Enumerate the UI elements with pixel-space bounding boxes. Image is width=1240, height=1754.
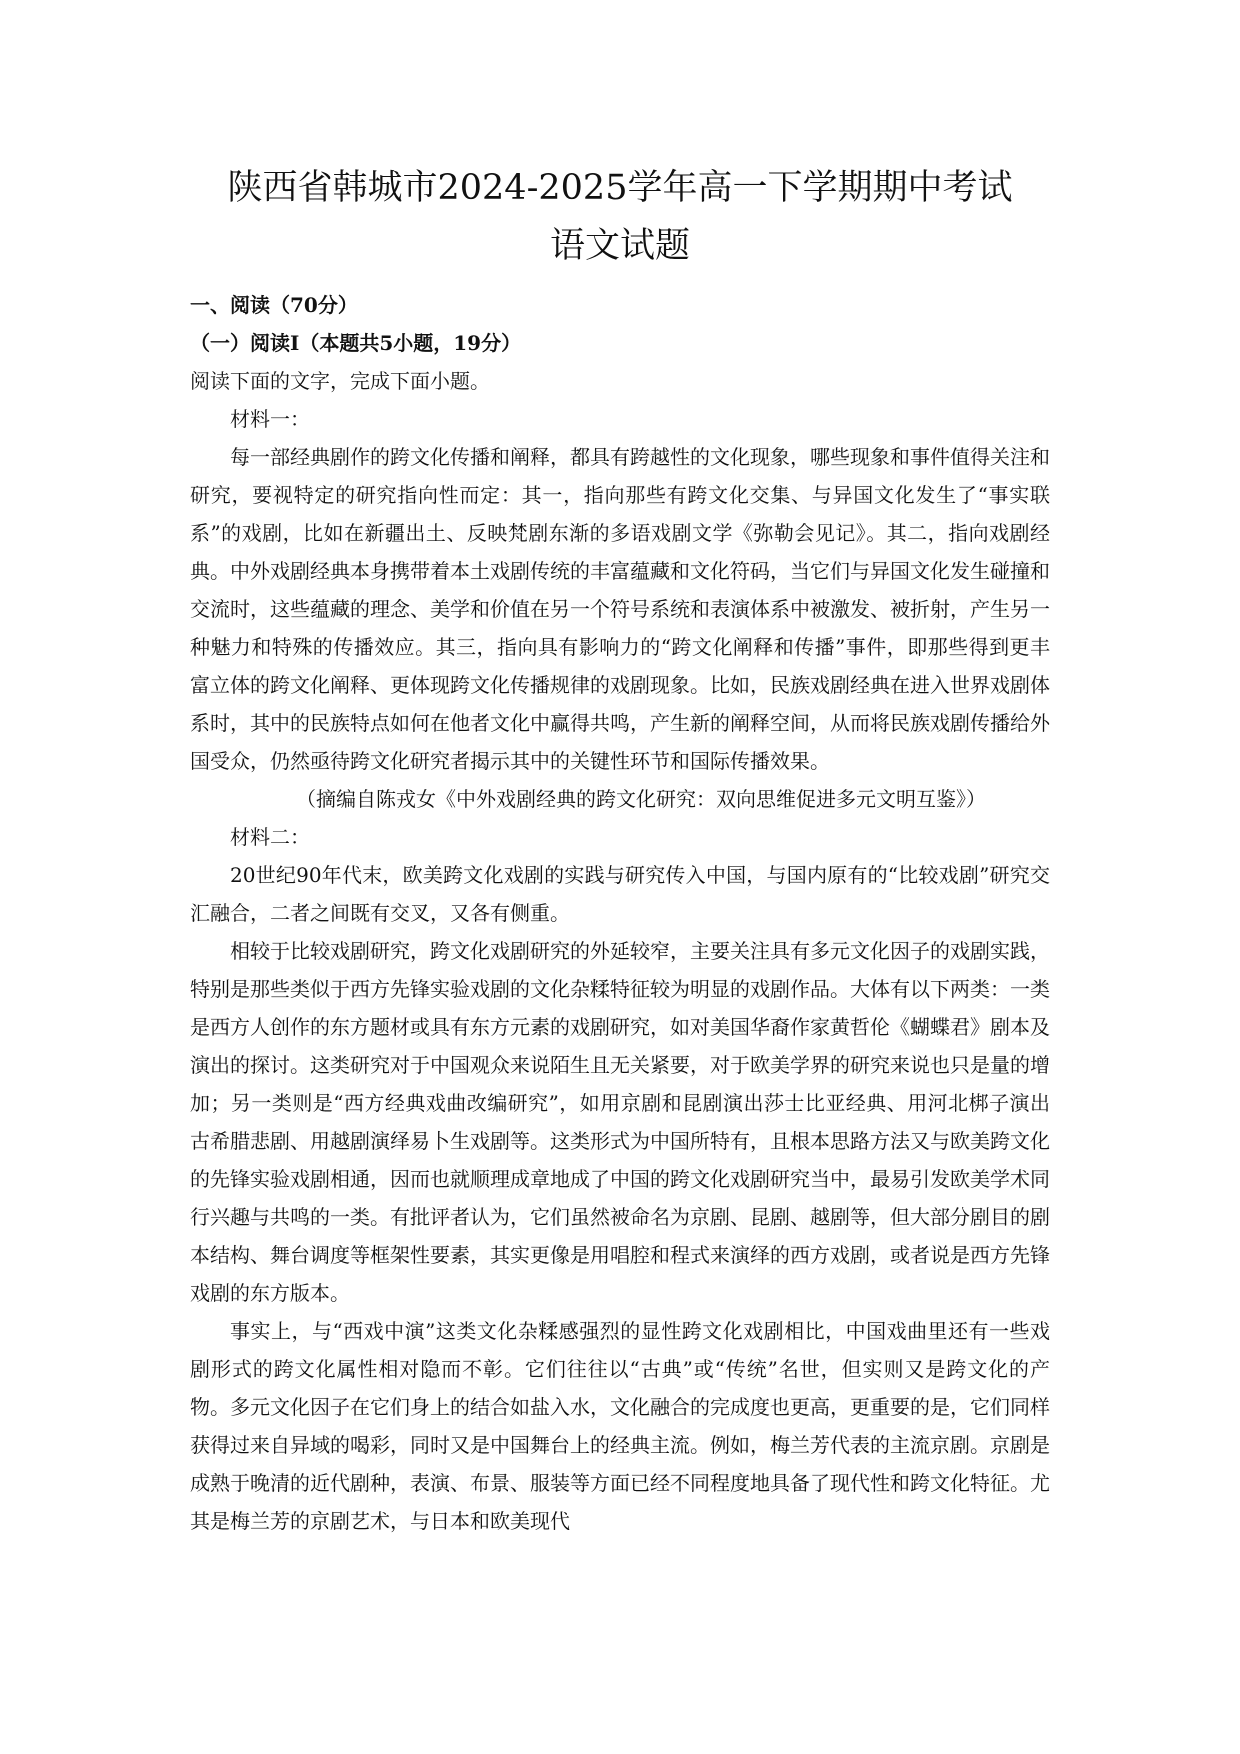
material1-label: 材料一： — [230, 407, 310, 431]
material2-label: 材料二： — [230, 825, 310, 849]
exam-subtitle: 语文试题 — [549, 226, 690, 266]
material2-paragraph: 20世纪90年代末，欧美跨文化戏剧的实践与研究传入中国，与国内原有的“比较戏剧”研究交汇融合，二者之间既有交叉，又各有侧重。 — [190, 863, 1050, 925]
section-heading: 一、阅读（70分） — [190, 293, 358, 317]
material1-paragraph: 每一部经典剧作的跨文化传播和阐释，都具有跨越性的文化现象，哪些现象和事件值得关注和研究，要视特定的研究指向性而定：其一，指向那些有跨文化交集、与异国文化发生了“事实联系”的戏剧，比如在新疆出土、反映梵剧东渐的多语戏剧文学《弥勒会见记》。其二，指向戏剧经典。中外戏剧经典本身携带着本土戏剧传统的丰富蕴藏和文化符码，当它们与异国文化发生碰撞和交流时，这些蕴藏的理念、美学和价值在另一个符号系统和表演体系中被激发、被折射，产生另一种魅力和特殊的传播效应。其三，指向具有影响力的“跨文化阐释和传播”事件，即那些得到更丰富立体的跨文化阐释、更体现跨文化传播规律的戏剧现象。比如，民族戏剧经典在进入世界戏剧体系时，其中的民族特点如何在他者文化中赢得共鸣，产生新的阐释空间，从而将民族戏剧传播给外国受众，仍然亟待跨文化研究者揭示其中的关键性环节和国际传播效果。 — [190, 445, 1050, 773]
material1-source: （摘编自陈戎女《中外戏剧经典的跨文化研究：双向思维促进多元文明互鉴》） — [296, 787, 986, 811]
subsection-heading: （一）阅读Ⅰ（本题共5小题，19分） — [190, 331, 522, 355]
material2-paragraph: 相较于比较戏剧研究，跨文化戏剧研究的外延较窄，主要关注具有多元文化因子的戏剧实践，特别是那些类似于西方先锋实验戏剧的文化杂糅特征较为明显的戏剧作品。大体有以下两类：一类是西方人创作的东方题材或具有东方元素的戏剧研究，如对美国华裔作家黄哲伦《蝴蝶君》剧本及演出的探讨。这类研究对于中国观众来说陌生且无关紧要，对于欧美学界的研究来说也只是量的增加；另一类则是“西方经典戏曲改编研究”，如用京剧和昆剧演出莎士比亚经典、用河北梆子演出古希腊悲剧、用越剧演绎易卜生戏剧等。这类形式为中国所特有，且根本思路方法又与欧美跨文化的先锋实验戏剧相通，因而也就顺理成章地成了中国的跨文化戏剧研究当中，最易引发欧美学术同行兴趣与共鸣的一类。有批评者认为，它们虽然被命名为京剧、昆剧、越剧等，但大部分剧目的剧本结构、舞台调度等框架性要素，其实更像是用唱腔和程式来演绎的西方戏剧，或者说是西方先锋戏剧的东方版本。 — [190, 939, 1050, 1305]
material2-paragraph: 事实上，与“西戏中演”这类文化杂糅感强烈的显性跨文化戏剧相比，中国戏曲里还有一些戏剧形式的跨文化属性相对隐而不彰。它们往往以“古典”或“传统”名世，但实则又是跨文化的产物。多元文化因子在它们身上的结合如盐入水，文化融合的完成度也更高，更重要的是，它们同样获得过来自异域的喝彩，同时又是中国舞台上的经典主流。例如，梅兰芳代表的主流京剧。京剧是成熟于晚清的近代剧种，表演、布景、服装等方面已经不同程度地具备了现代性和跨文化特征。尤其是梅兰芳的京剧艺术，与日本和欧美现代 — [190, 1319, 1050, 1533]
exam-title: 陕西省韩城市2024-2025学年高一下学期期中考试 — [227, 168, 1013, 208]
instruction: 阅读下面的文字，完成下面小题。 — [190, 369, 490, 393]
